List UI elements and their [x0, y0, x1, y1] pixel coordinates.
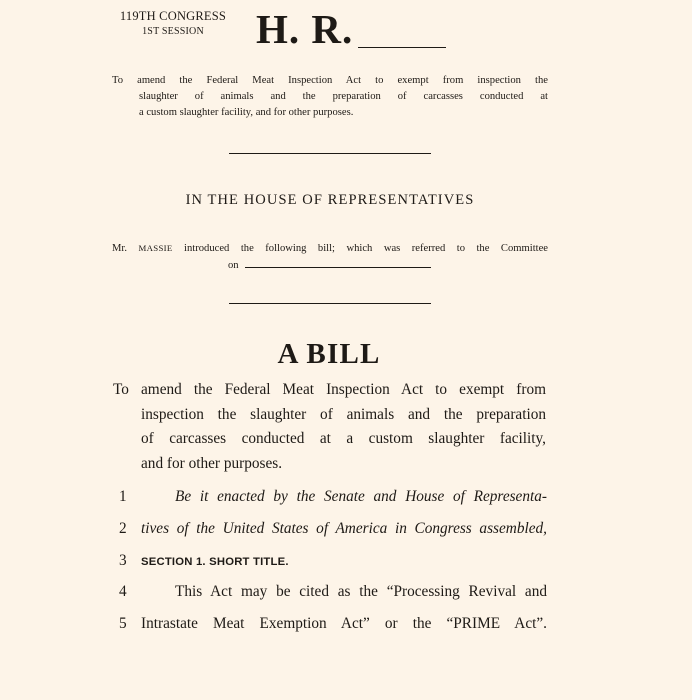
body-line	[113, 485, 547, 517]
purpose-full-line-4: and for other purposes.	[141, 454, 283, 472]
chamber-heading: IN THE HOUSE OF REPRESENTATIVES	[185, 192, 475, 208]
sponsor-name: MASSIE	[138, 243, 173, 253]
section-text-line: This Act may be cited as the “Processing Revival and	[175, 583, 547, 601]
introduction-line-1	[112, 240, 548, 257]
bill-title: A BILL	[277, 338, 381, 370]
purpose-full-line-3: of carcasses conducted at a custom slaughter facility,	[141, 430, 546, 447]
session-number: 1ST SESSION	[142, 26, 204, 37]
purpose-summary-line-2: slaughter of animals and the preparation of carcasses conducted at	[139, 91, 548, 102]
section-text-line: Intrastate Meat Exemption Act” or the “PRIME Act”.	[141, 615, 547, 633]
enacting-clause-line: tives of the United States of America in Congress assembled,	[141, 519, 547, 537]
line-number: 3	[119, 551, 127, 569]
section-heading: SECTION 1. SHORT TITLE.	[141, 555, 289, 568]
purpose-summary-line-3: a custom slaughter facility, and for other purposes.	[139, 107, 354, 118]
line-number: 5	[119, 615, 127, 633]
committee-blank	[245, 259, 431, 268]
body-line	[113, 612, 547, 644]
body-line	[113, 517, 547, 549]
congress-number: 119TH CONGRESS	[119, 9, 227, 23]
introduction-text: introduced the following bill; which was referred to the Committee	[184, 243, 548, 254]
purpose-full	[113, 378, 546, 476]
purpose-summary	[112, 73, 548, 121]
bill-body	[113, 485, 547, 644]
purpose-full-line-1: To amend the Federal Meat Inspection Act to exempt from	[113, 381, 546, 398]
divider-rule-bottom	[229, 303, 431, 304]
divider-rule-top	[229, 153, 431, 154]
introduction-paragraph	[112, 240, 548, 274]
body-line	[113, 580, 547, 612]
purpose-summary-line-1: To amend the Federal Meat Inspection Act to exempt from inspection the	[112, 75, 548, 86]
enacting-clause-line: Be it enacted by the Senate and House of Representa-	[175, 488, 547, 505]
bill-number-label: H. R.	[256, 6, 354, 52]
line-number: 2	[119, 519, 127, 537]
line-number: 1	[119, 488, 127, 505]
congress-session-label	[108, 9, 238, 39]
introduction-line-2	[112, 257, 548, 274]
sponsor-prefix: Mr.	[112, 243, 128, 254]
bill-number-blank	[358, 47, 446, 48]
line-number: 4	[119, 583, 127, 601]
purpose-full-line-2: inspection the slaughter of animals and the preparation	[141, 405, 546, 423]
body-line	[113, 549, 547, 581]
committee-on-label: on	[228, 260, 239, 271]
